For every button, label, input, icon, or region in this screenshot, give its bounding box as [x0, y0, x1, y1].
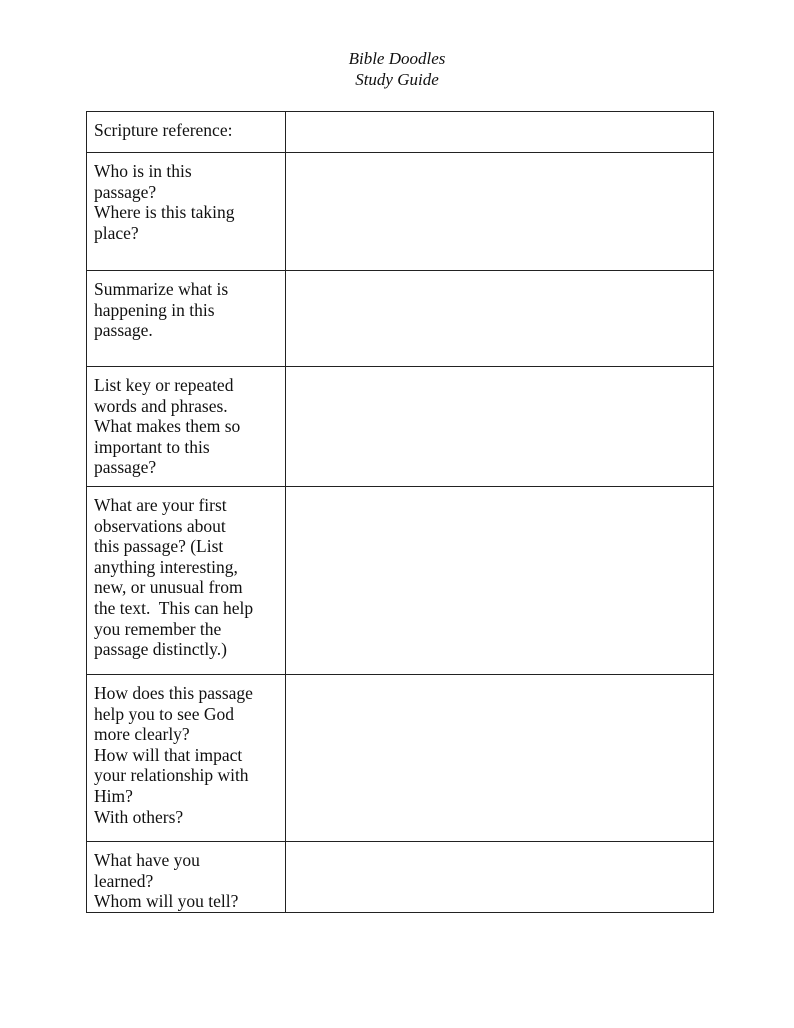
prompt-cell	[87, 367, 286, 487]
prompt-line: anything interesting,	[94, 556, 238, 577]
prompt-line: place?	[94, 222, 139, 243]
answer-field-key-words[interactable]	[286, 367, 714, 487]
answer-field-learned[interactable]	[286, 842, 714, 913]
prompt-line: Who is in this	[94, 161, 192, 181]
table-row-see-god	[87, 675, 714, 842]
prompt-cell	[87, 112, 286, 153]
answer-field-observations[interactable]	[286, 487, 714, 675]
table-row-who-where	[87, 153, 714, 271]
table-row-learned	[87, 842, 714, 913]
prompt-line: Him?	[94, 785, 133, 806]
prompt-line: new, or unusual from	[94, 577, 243, 598]
prompt-cell	[87, 842, 286, 913]
document-header	[0, 48, 794, 90]
document-title: Bible Doodles	[348, 49, 446, 68]
prompt-line: happening in this	[94, 299, 215, 320]
prompt-line: more clearly?	[94, 724, 190, 745]
prompt-line: this passage? (List	[94, 536, 224, 557]
prompt-cell	[87, 487, 286, 675]
table-row-scripture-reference	[87, 112, 714, 153]
answer-field-who-where[interactable]	[286, 153, 714, 271]
prompt-line: Whom will you tell?	[94, 891, 239, 912]
prompt-line: Summarize what is	[94, 279, 229, 299]
table-row-key-words	[87, 367, 714, 487]
answer-field-summary[interactable]	[286, 271, 714, 367]
answer-field-see-god[interactable]	[286, 675, 714, 842]
prompt-line: passage distinctly.)	[94, 639, 228, 660]
prompt-line: you remember the	[94, 618, 222, 639]
prompt-line: Where is this taking	[94, 202, 235, 223]
table-row-summary	[87, 271, 714, 367]
prompt-cell	[87, 271, 286, 367]
prompt-line: What makes them so	[94, 416, 241, 437]
document-subtitle: Study Guide	[355, 70, 439, 89]
prompt-line: passage?	[94, 181, 157, 202]
prompt-line: passage.	[94, 320, 153, 341]
prompt-line: words and phrases.	[94, 395, 228, 416]
prompt-line: What have you	[94, 850, 200, 870]
prompt-line: How will that impact	[94, 744, 243, 765]
prompt-line: With others?	[94, 806, 184, 827]
prompt-line: observations about	[94, 515, 226, 536]
answer-field-scripture-reference[interactable]	[286, 112, 714, 153]
prompt-line: help you to see God	[94, 703, 234, 724]
prompt-line: Scripture reference:	[94, 120, 233, 140]
prompt-cell	[87, 153, 286, 271]
prompt-line: List key or repeated	[94, 375, 234, 395]
prompt-line: passage?	[94, 457, 157, 478]
prompt-line: learned?	[94, 870, 154, 891]
prompt-line: important to this	[94, 436, 210, 457]
study-guide-table	[86, 111, 714, 913]
prompt-line: What are your first	[94, 495, 227, 515]
table-row-observations	[87, 487, 714, 675]
prompt-cell	[87, 675, 286, 842]
prompt-line: How does this passage	[94, 683, 253, 703]
prompt-line: the text. This can help	[94, 597, 254, 618]
prompt-line: your relationship with	[94, 765, 249, 786]
